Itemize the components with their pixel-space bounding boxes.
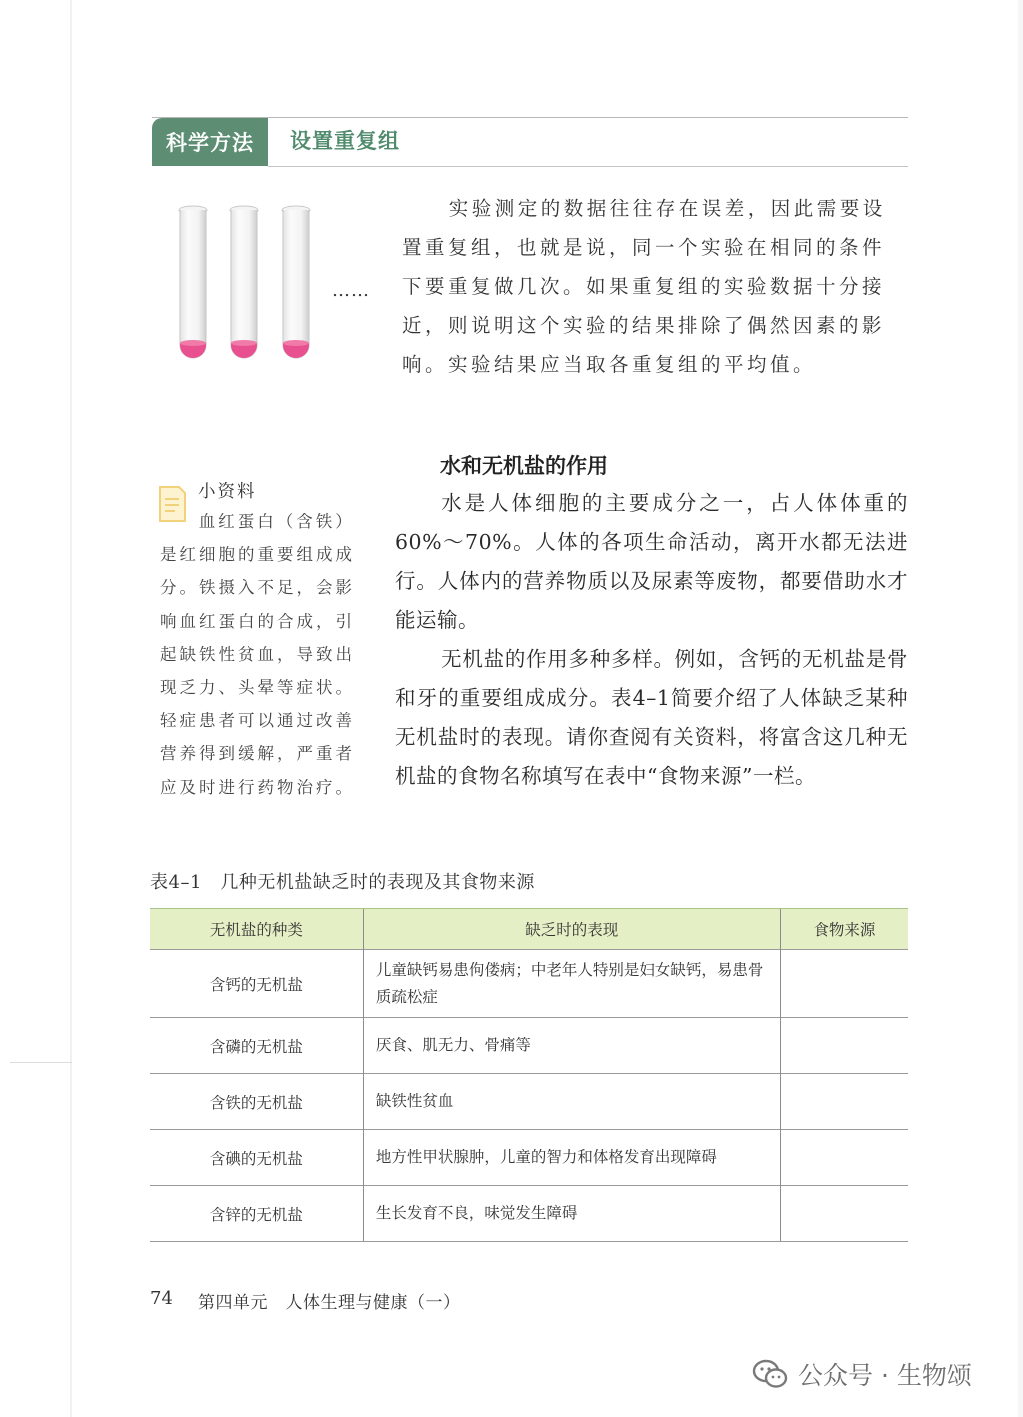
sidebar-title: 小资料 (198, 482, 257, 502)
table-caption: 表4–1 几种无机盐缺乏时的表现及其食物来源 (150, 872, 535, 893)
food-source-cell[interactable] (780, 950, 908, 1018)
test-tube-icon (229, 205, 259, 365)
paragraph-minerals: 无机盐的作用多种多样。例如，含钙的无机盐是骨和牙的重要组成成分。表4–1简要介绍了人体缺乏某种无机盐时的表现。请你查阅有关资料，将富含这几种无机盐的食物名称填写在表中“食物来源”一栏。 (395, 647, 908, 788)
deficiency-symptom: 儿童缺钙易患佝偻病；中老年人特别是妇女缺钙，易患骨质疏松症 (363, 950, 780, 1018)
column-header: 无机盐的种类 (150, 909, 363, 950)
section-badge: 科学方法 (152, 118, 268, 166)
column-header: 食物来源 (780, 909, 908, 950)
food-source-cell[interactable] (780, 1018, 908, 1074)
food-source-cell[interactable] (780, 1130, 908, 1186)
test-tube-icon (281, 205, 311, 365)
wechat-icon (752, 1359, 788, 1389)
page-number: 74 (150, 1288, 173, 1309)
section-heading: 水和无机盐的作用 (440, 454, 608, 478)
food-source-cell[interactable] (780, 1074, 908, 1130)
food-source-cell[interactable] (780, 1186, 908, 1242)
deficiency-symptom: 厌食、肌无力、骨痛等 (363, 1018, 780, 1074)
table-row (150, 950, 908, 1018)
test-tube-icon (178, 205, 208, 365)
mineral-type: 含磷的无机盐 (150, 1018, 363, 1074)
table-row (150, 1074, 908, 1130)
minerals-table (150, 908, 908, 1242)
watermark-text: 公众号 · 生物颂 (798, 1361, 972, 1390)
deficiency-symptom: 缺铁性贫血 (363, 1074, 780, 1130)
watermark (752, 1356, 972, 1392)
mineral-type: 含锌的无机盐 (150, 1186, 363, 1242)
table-row (150, 1130, 908, 1186)
running-footer: 第四单元 人体生理与健康（一） (198, 1293, 461, 1313)
page-edge (1018, 0, 1023, 1417)
section-title: 设置重复组 (290, 129, 400, 153)
table-row (150, 1186, 908, 1242)
page-spine (70, 0, 72, 1417)
deficiency-symptom: 地方性甲状腺肿，儿童的智力和体格发育出现障碍 (363, 1130, 780, 1186)
mineral-type: 含钙的无机盐 (150, 950, 363, 1018)
scan-mark (10, 1062, 72, 1063)
table-row (150, 1018, 908, 1074)
table-header-row (150, 909, 908, 950)
paragraph-water: 水是人体细胞的主要成分之一，占人体体重的60%～70%。人体的各项生命活动，离开水都无法进行。人体内的营养物质以及尿素等废物，都要借助水才能运输。 (395, 491, 908, 632)
method-paragraph: 实验测定的数据往往存在误差，因此需要设置重复组，也就是说，同一个实验在相同的条件下要重复做几次。如果重复组的实验数据十分接近，则说明这个实验的结果排除了偶然因素的影响。实验结果应当取各重复组的平均值。 (402, 197, 886, 376)
mineral-type: 含碘的无机盐 (150, 1130, 363, 1186)
ellipsis: …… (332, 280, 370, 301)
sidebar-text: 血红蛋白（含铁）是红细胞的重要组成成分。铁摄入不足，会影响血红蛋白的合成，引起缺铁性贫血，导致出现乏力、头晕等症状。轻症患者可以通过改善营养得到缓解，严重者应及时进行药物治疗。 (160, 512, 355, 797)
header-rule-bottom (268, 166, 908, 167)
column-header: 缺乏时的表现 (363, 909, 780, 950)
deficiency-symptom: 生长发育不良，味觉发生障碍 (363, 1186, 780, 1242)
mineral-type: 含铁的无机盐 (150, 1074, 363, 1130)
